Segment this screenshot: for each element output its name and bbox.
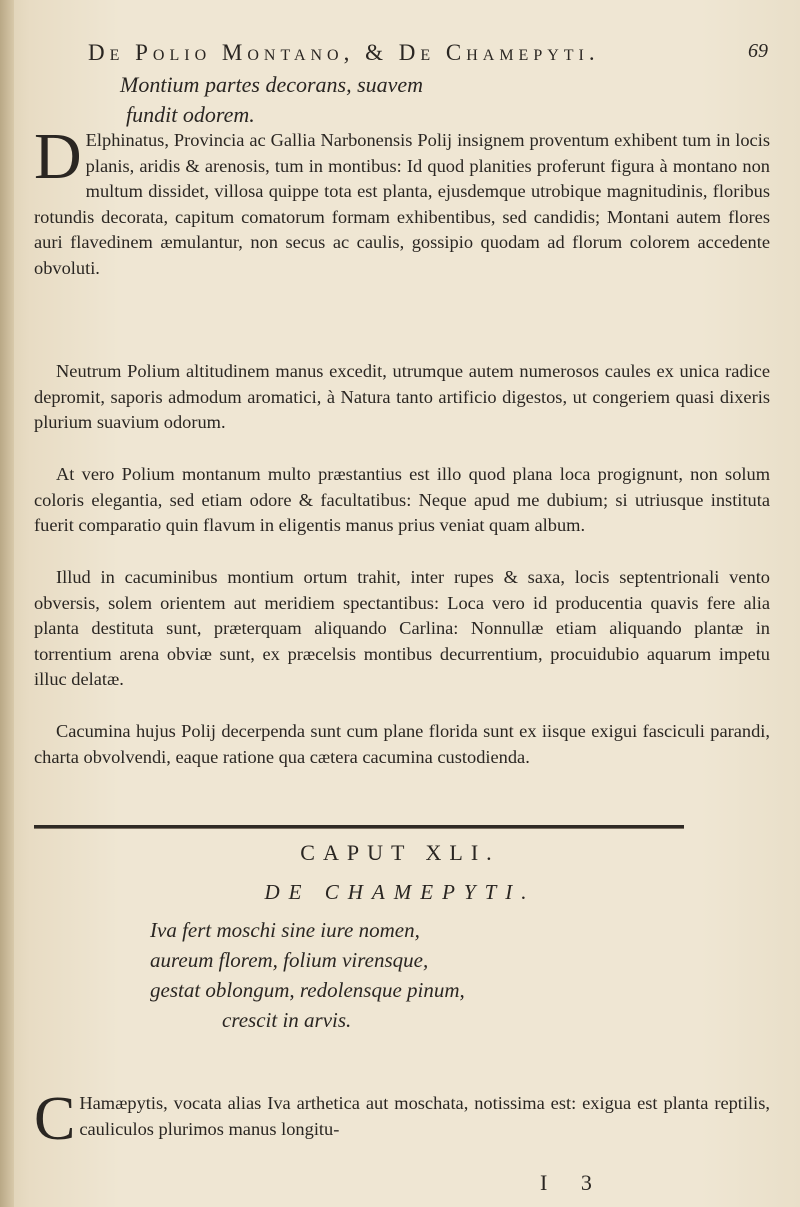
motto [120, 70, 423, 130]
paragraph [34, 359, 770, 436]
verse-line: Iva fert moschi sine iure nomen, [150, 918, 420, 942]
section-divider [34, 825, 684, 828]
paragraph [34, 120, 770, 282]
chapter-title: DE CHAMEPYTI. [264, 880, 536, 904]
chapter-heading: CAPUT XLI. [300, 840, 500, 865]
paragraph-text: Neutrum Polium altitudinem manus excedit, utrumque autem numerosos caules ex unica radice depromit, saporis admodum aromatici, à Natura tanto artificio digestos, ut congeriem quasi dixeris plurium suavium odorum. [34, 361, 770, 433]
verse-line: aureum florem, folium virensque, [150, 948, 429, 972]
signature-mark: I 3 [540, 1170, 606, 1195]
verse-line: gestat oblongum, redolensque pinum, [150, 978, 465, 1002]
paragraph [34, 462, 770, 539]
paragraph-text: At vero Polium montanum multo præstantius est illo quod plana loca progignunt, non solum coloris elegantia, sed etiam odore & facultatibus: Neque apud me dubium; si utriusque instituta fuerit comparatio quin flavum in eligentis manus prius veniat quam album. [34, 464, 770, 536]
binding-gutter [0, 0, 14, 1207]
paragraph-text: Cacumina hujus Polij decerpenda sunt cum plane florida sunt ex iisque exigui fasciculi parandi, charta obvolvendi, eaque ratione qua cætera cacumina custodienda. [34, 721, 770, 767]
paragraph [34, 719, 770, 770]
verse [150, 915, 465, 1035]
drop-capital: D [34, 120, 82, 193]
running-header [88, 40, 768, 66]
motto-line: fundit odorem. [126, 102, 255, 127]
drop-capital: C [34, 1085, 76, 1153]
paragraph-text: Hamæpytis, vocata alias Iva arthetica aut moschata, notissima est: exigua est planta reptilis, cauliculos plurimos manus longitu- [79, 1093, 770, 1139]
motto-line: Montium partes decorans, suavem [120, 72, 424, 97]
paragraph-text: Illud in cacuminibus montium ortum trahit, inter rupes & saxa, locis septentrionali vento obversis, solem orientem aut meridiem spectantibus: Loca vero id producentia quavis fere alia planta destituta sunt, præterquam aliquando Carlina: Nonnullæ etiam aliquando plantæ in torrentium arena obviæ sunt, ex præcelsis montibus decurrentium, procuidubio aquarum impetu illuc delatæ. [34, 567, 770, 690]
page-number: 69 [748, 40, 768, 62]
paragraph [34, 565, 770, 693]
running-title: De Polio Montano, & De Chamepyti. [88, 40, 600, 65]
paragraph-text: Elphinatus, Provincia ac Gallia Narbonensis Polij insignem proventum exhibent tum in locis planis, aridis & arenosis, tum in montibus: Id quod planities proferunt figura à montano non multum dissidet, villosa quippe tota est planta, ejusdemque utrobique magnitudinis, floribus rotundis decorata, capitum comatorum formam exhibentibus, sed candidis; Montani autem flores auri flavedinem æmulantur, non secus ac caulis, gossipio quodam ad florum colorem accedente obvoluti. [34, 130, 770, 278]
paragraph [34, 1085, 770, 1153]
verse-line: crescit in arvis. [222, 1008, 352, 1032]
